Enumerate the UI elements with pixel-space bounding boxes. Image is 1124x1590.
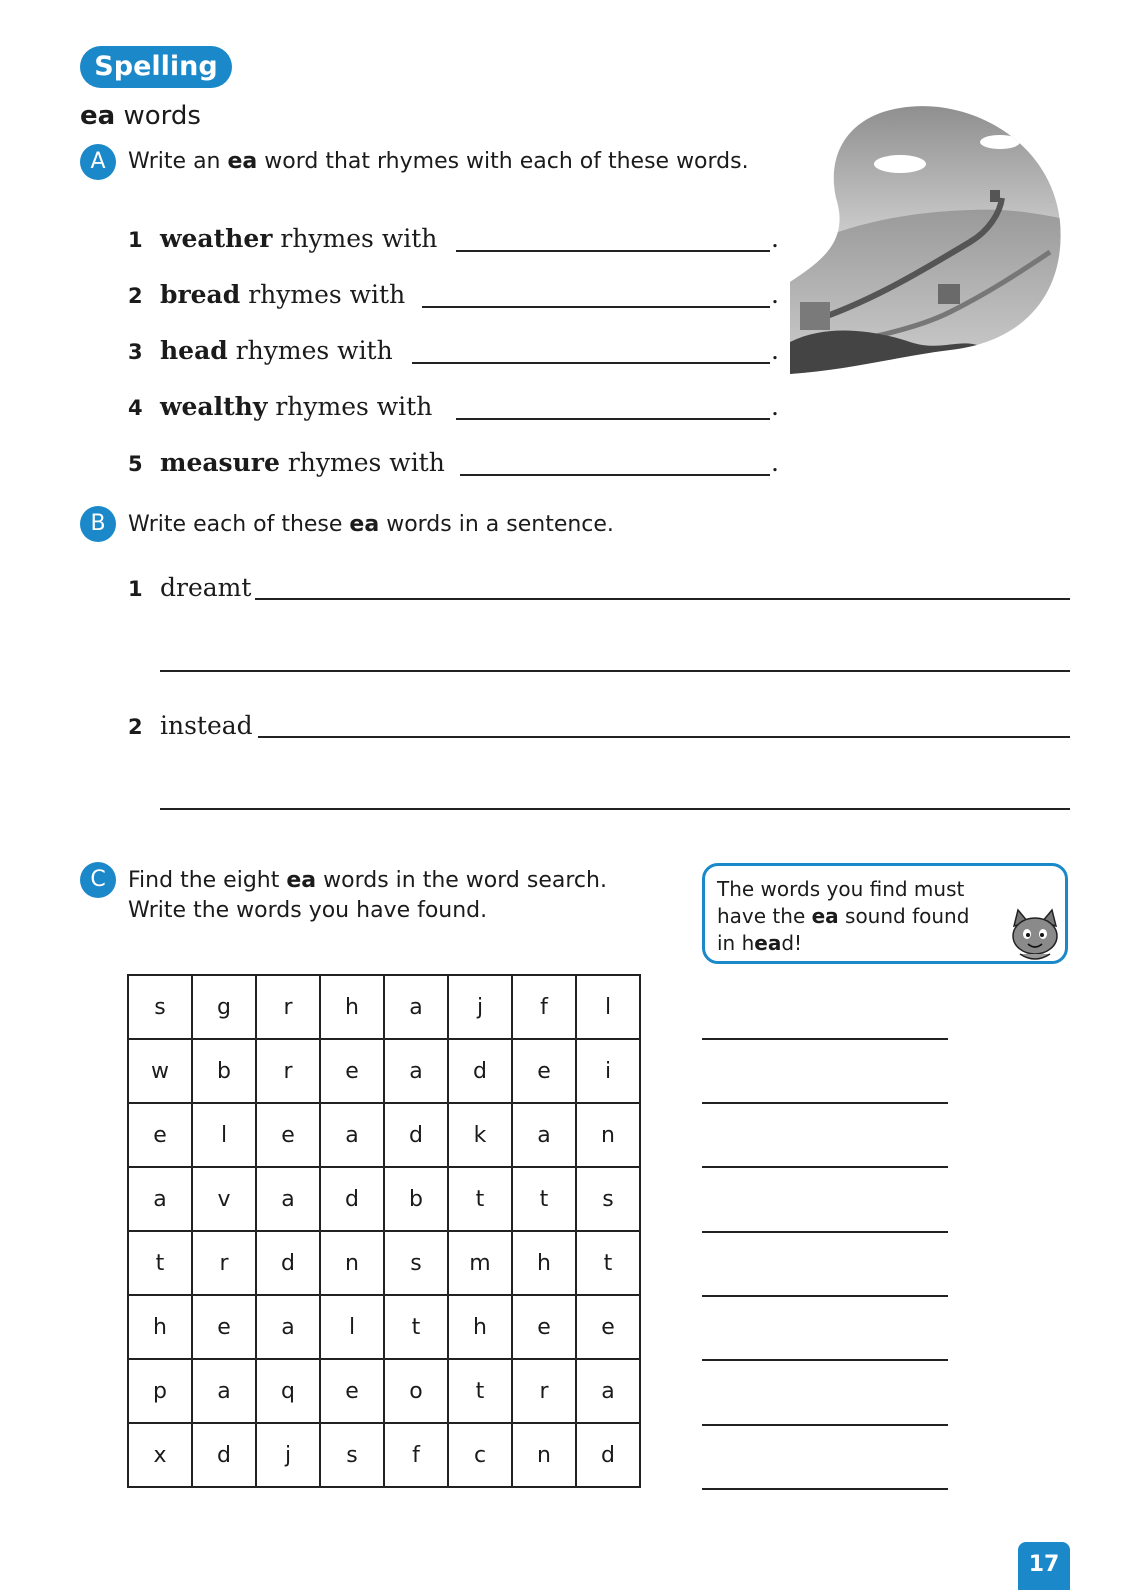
grid-cell[interactable]: r — [256, 975, 320, 1039]
a-item-text: bread rhymes with — [160, 280, 406, 309]
grid-cell[interactable]: b — [384, 1167, 448, 1231]
grid-cell[interactable]: h — [448, 1295, 512, 1359]
grid-row — [128, 975, 640, 1039]
grid-cell[interactable]: t — [576, 1231, 640, 1295]
b-item-number: 1 — [128, 577, 143, 601]
a-item-text: weather rhymes with — [160, 224, 438, 253]
a-item-text: wealthy rhymes with — [160, 392, 433, 421]
grid-cell[interactable]: j — [448, 975, 512, 1039]
grid-cell[interactable]: r — [512, 1359, 576, 1423]
found-word-line[interactable] — [702, 1231, 948, 1233]
grid-cell[interactable]: a — [576, 1359, 640, 1423]
cat-mascot-icon — [1006, 908, 1064, 964]
grid-cell[interactable]: h — [512, 1231, 576, 1295]
grid-cell[interactable]: a — [384, 975, 448, 1039]
grid-cell[interactable]: p — [128, 1359, 192, 1423]
rhyme-answer-line[interactable] — [460, 474, 770, 476]
grid-cell[interactable]: h — [320, 975, 384, 1039]
grid-cell[interactable]: w — [128, 1039, 192, 1103]
grid-cell[interactable]: b — [192, 1039, 256, 1103]
grid-row — [128, 1167, 640, 1231]
found-word-line[interactable] — [702, 1488, 948, 1490]
period: . — [771, 224, 779, 253]
section-badge: Spelling — [80, 46, 232, 88]
grid-cell[interactable]: a — [384, 1039, 448, 1103]
answer-line[interactable] — [160, 808, 1070, 810]
a-item-number: 1 — [128, 228, 143, 252]
grid-cell[interactable]: e — [256, 1103, 320, 1167]
grid-cell[interactable]: f — [512, 975, 576, 1039]
grid-cell[interactable]: d — [192, 1423, 256, 1487]
grid-cell[interactable]: n — [320, 1231, 384, 1295]
grid-cell[interactable]: a — [256, 1167, 320, 1231]
section-a-marker: A — [80, 144, 116, 180]
grid-cell[interactable]: j — [256, 1423, 320, 1487]
grid-cell[interactable]: i — [576, 1039, 640, 1103]
period: . — [771, 280, 779, 309]
grid-cell[interactable]: e — [512, 1295, 576, 1359]
rhyme-answer-line[interactable] — [456, 418, 770, 420]
found-word-line[interactable] — [702, 1038, 948, 1040]
grid-cell[interactable]: a — [256, 1295, 320, 1359]
subtitle-rest: words — [115, 101, 201, 131]
found-word-line[interactable] — [702, 1424, 948, 1426]
grid-cell[interactable]: s — [320, 1423, 384, 1487]
grid-cell[interactable]: r — [192, 1231, 256, 1295]
grid-cell[interactable]: e — [128, 1103, 192, 1167]
grid-cell[interactable]: m — [448, 1231, 512, 1295]
grid-cell[interactable]: t — [448, 1359, 512, 1423]
grid-cell[interactable]: s — [384, 1231, 448, 1295]
period: . — [771, 392, 779, 421]
answer-line[interactable] — [255, 598, 1070, 600]
section-b-marker: B — [80, 506, 116, 542]
grid-cell[interactable]: o — [384, 1359, 448, 1423]
grid-cell[interactable]: d — [448, 1039, 512, 1103]
grid-cell[interactable]: l — [320, 1295, 384, 1359]
b-item-word: instead — [160, 711, 253, 740]
great-wall-illustration — [790, 102, 1070, 382]
rhyme-answer-line[interactable] — [456, 250, 770, 252]
grid-cell[interactable]: e — [192, 1295, 256, 1359]
grid-cell[interactable]: s — [128, 975, 192, 1039]
grid-cell[interactable]: e — [576, 1295, 640, 1359]
grid-cell[interactable]: l — [576, 975, 640, 1039]
grid-cell[interactable]: e — [320, 1039, 384, 1103]
page-number: 17 — [1018, 1542, 1070, 1590]
period: . — [771, 448, 779, 477]
grid-cell[interactable]: h — [128, 1295, 192, 1359]
answer-line[interactable] — [258, 736, 1070, 738]
grid-cell[interactable]: t — [448, 1167, 512, 1231]
grid-cell[interactable]: d — [576, 1423, 640, 1487]
grid-cell[interactable]: a — [320, 1103, 384, 1167]
grid-row — [128, 1231, 640, 1295]
page-subtitle — [80, 101, 201, 131]
grid-cell[interactable]: l — [192, 1103, 256, 1167]
found-word-line[interactable] — [702, 1102, 948, 1104]
grid-cell[interactable]: v — [192, 1167, 256, 1231]
rhyme-answer-line[interactable] — [422, 306, 770, 308]
grid-cell[interactable]: d — [384, 1103, 448, 1167]
grid-cell[interactable]: a — [512, 1103, 576, 1167]
section-a-instruction: Write an ea word that rhymes with each of these words. — [128, 149, 749, 174]
grid-row — [128, 1039, 640, 1103]
answer-line[interactable] — [160, 670, 1070, 672]
a-item-text: measure rhymes with — [160, 448, 445, 477]
grid-cell[interactable]: n — [576, 1103, 640, 1167]
a-item-number: 3 — [128, 340, 143, 364]
tip-box: The words you find must have the ea sound found in head! — [702, 863, 1068, 964]
grid-cell[interactable]: e — [320, 1359, 384, 1423]
grid-cell[interactable]: f — [384, 1423, 448, 1487]
found-word-line[interactable] — [702, 1166, 948, 1168]
rhyme-answer-line[interactable] — [412, 362, 770, 364]
grid-cell[interactable]: t — [384, 1295, 448, 1359]
a-item-number: 4 — [128, 396, 143, 420]
grid-cell[interactable]: a — [192, 1359, 256, 1423]
subtitle-bold: ea — [80, 101, 116, 131]
grid-cell[interactable]: k — [448, 1103, 512, 1167]
grid-cell[interactable]: q — [256, 1359, 320, 1423]
a-item-text: head rhymes with — [160, 336, 393, 365]
period: . — [771, 336, 779, 365]
a-item-number: 5 — [128, 452, 143, 476]
grid-row — [128, 1295, 640, 1359]
grid-row — [128, 1359, 640, 1423]
grid-cell[interactable]: c — [448, 1423, 512, 1487]
grid-cell[interactable]: t — [128, 1231, 192, 1295]
grid-cell[interactable]: r — [256, 1039, 320, 1103]
grid-cell[interactable]: t — [512, 1167, 576, 1231]
grid-row — [128, 1423, 640, 1487]
grid-cell[interactable]: a — [128, 1167, 192, 1231]
section-c-marker: C — [80, 862, 116, 898]
grid-cell[interactable]: x — [128, 1423, 192, 1487]
found-word-line[interactable] — [702, 1295, 948, 1297]
grid-cell[interactable]: e — [512, 1039, 576, 1103]
section-c-instruction: Find the eight ea words in the word search. Write the words you have found. — [128, 868, 607, 923]
b-item-word: dreamt — [160, 573, 252, 602]
word-search-grid — [127, 974, 641, 1488]
a-item-number: 2 — [128, 284, 143, 308]
grid-cell[interactable]: s — [576, 1167, 640, 1231]
found-word-line[interactable] — [702, 1359, 948, 1361]
grid-cell[interactable]: g — [192, 975, 256, 1039]
grid-row — [128, 1103, 640, 1167]
section-b-instruction: Write each of these ea words in a sentence. — [128, 512, 614, 537]
b-item-number: 2 — [128, 715, 143, 739]
grid-cell[interactable]: d — [256, 1231, 320, 1295]
grid-cell[interactable]: n — [512, 1423, 576, 1487]
grid-cell[interactable]: d — [320, 1167, 384, 1231]
